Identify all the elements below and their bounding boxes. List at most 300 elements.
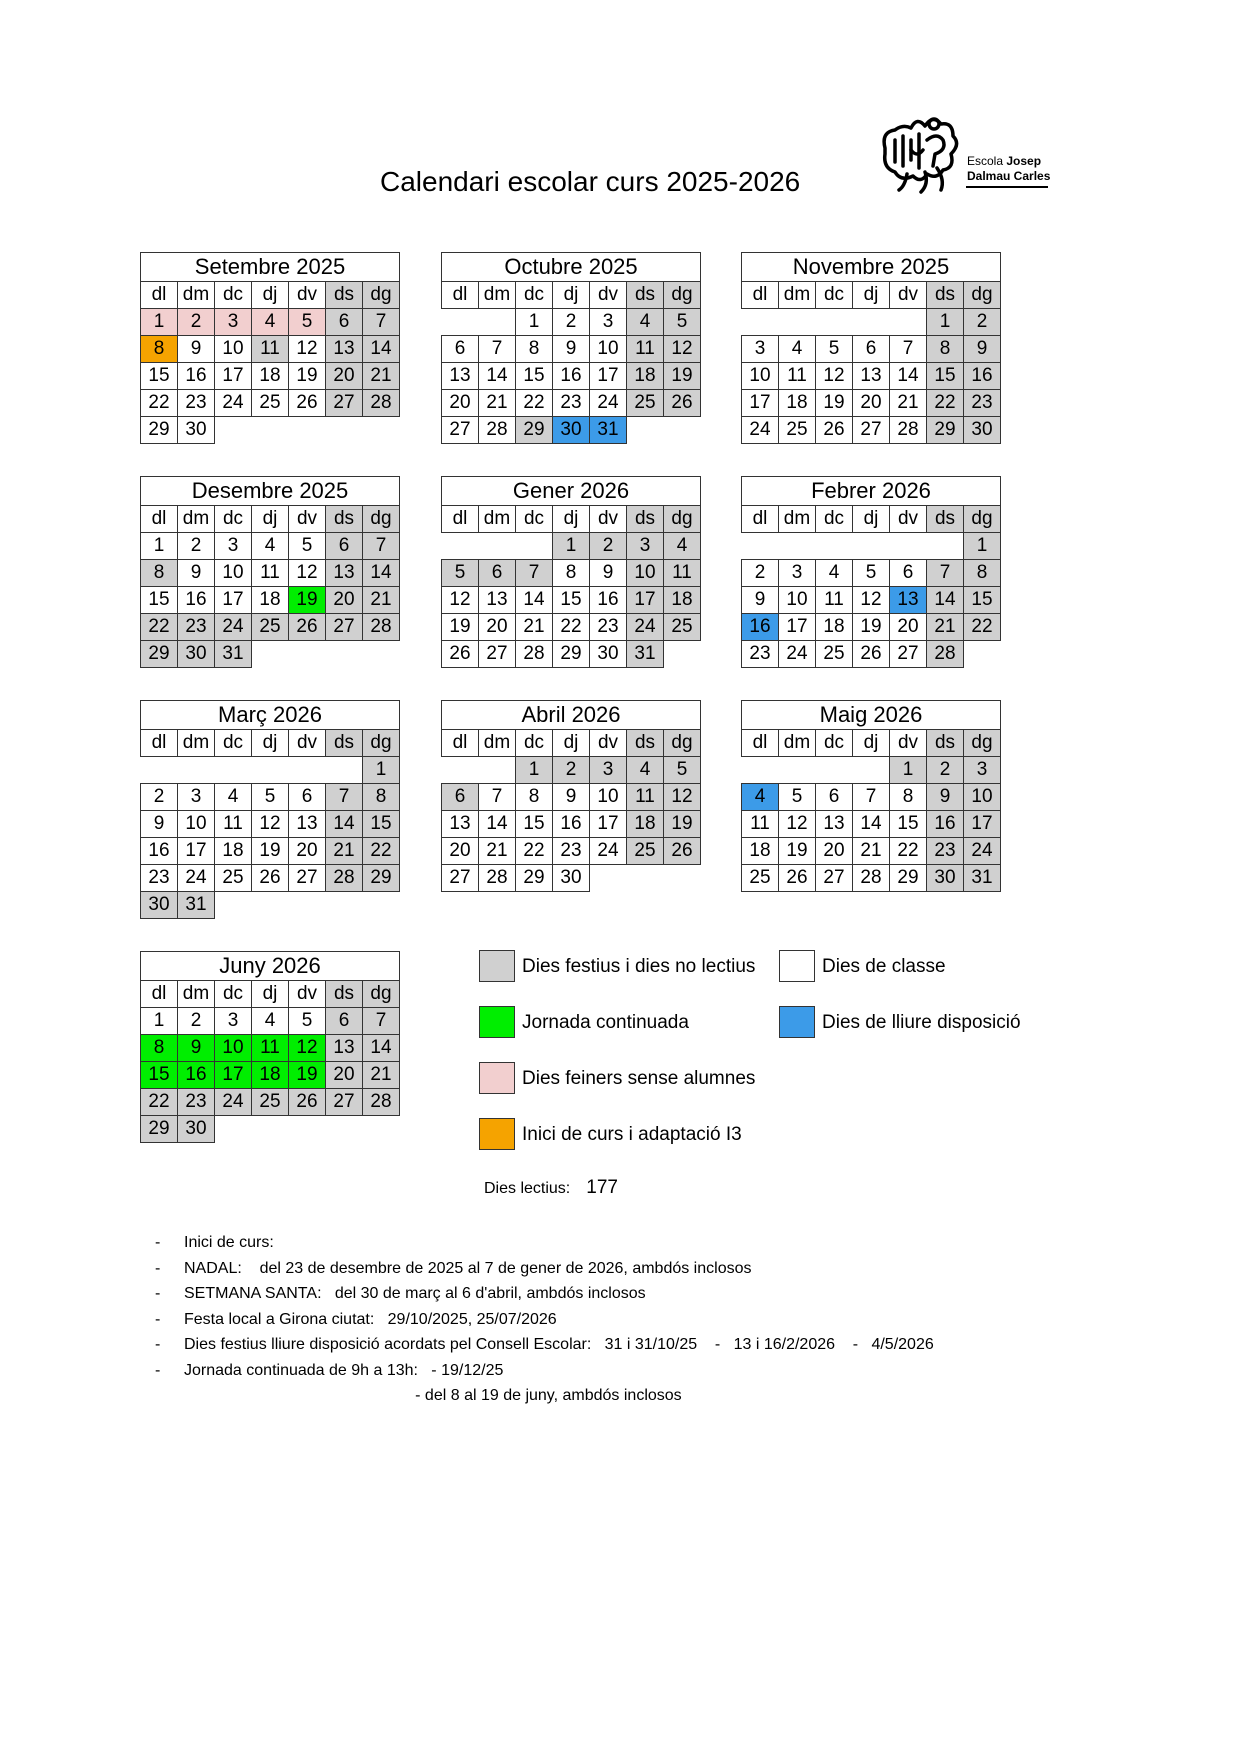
day-cell: 13	[816, 811, 853, 838]
weekday-header: dc	[215, 730, 252, 757]
day-cell: 8	[516, 784, 553, 811]
day-cell: 23	[178, 614, 215, 641]
day-cell: 13	[890, 587, 927, 614]
week-row	[442, 363, 701, 390]
day-cell: 1	[890, 757, 927, 784]
day-cell: 29	[141, 1116, 178, 1143]
day-cell: 6	[442, 784, 479, 811]
empty-cell	[890, 309, 927, 336]
legend-swatch	[479, 1118, 515, 1150]
day-cell: 25	[215, 865, 252, 892]
day-cell: 3	[590, 309, 627, 336]
weekday-header: dj	[252, 282, 289, 309]
empty-cell	[664, 417, 701, 444]
legend-swatch	[779, 950, 815, 982]
day-cell: 3	[964, 757, 1001, 784]
day-cell: 16	[178, 363, 215, 390]
day-cell: 9	[178, 560, 215, 587]
legend-label: Dies feiners sense alumnes	[522, 1068, 756, 1089]
day-cell: 14	[479, 363, 516, 390]
day-cell: 22	[927, 390, 964, 417]
day-cell: 3	[627, 533, 664, 560]
day-cell: 29	[516, 865, 553, 892]
day-cell: 4	[252, 309, 289, 336]
day-cell: 1	[141, 309, 178, 336]
dies-lectius-value: 177	[586, 1177, 618, 1198]
legend-swatch	[479, 1062, 515, 1094]
week-row	[742, 784, 1001, 811]
day-cell: 10	[964, 784, 1001, 811]
week-row	[742, 587, 1001, 614]
day-cell: 9	[178, 336, 215, 363]
day-cell: 17	[779, 614, 816, 641]
day-cell: 2	[590, 533, 627, 560]
day-cell: 8	[363, 784, 400, 811]
weekday-header: dl	[742, 506, 779, 533]
empty-cell	[141, 757, 178, 784]
weekday-header: dv	[289, 730, 326, 757]
day-cell: 19	[289, 1062, 326, 1089]
day-cell: 30	[964, 417, 1001, 444]
day-cell: 8	[141, 560, 178, 587]
day-cell: 16	[927, 811, 964, 838]
day-cell: 25	[627, 390, 664, 417]
day-cell: 5	[289, 1008, 326, 1035]
day-cell: 19	[664, 363, 701, 390]
week-row	[742, 614, 1001, 641]
day-cell: 17	[964, 811, 1001, 838]
day-cell: 20	[816, 838, 853, 865]
day-cell: 30	[178, 641, 215, 668]
week-row	[742, 390, 1001, 417]
week-row	[141, 1035, 400, 1062]
weekday-header: dj	[853, 506, 890, 533]
day-cell: 9	[178, 1035, 215, 1062]
weekday-header: dg	[964, 282, 1001, 309]
day-cell: 23	[141, 865, 178, 892]
weekday-header: ds	[326, 981, 363, 1008]
weekday-header: dl	[442, 506, 479, 533]
day-cell: 12	[252, 811, 289, 838]
note-dash: -	[155, 1361, 161, 1379]
weekday-header: dm	[479, 506, 516, 533]
day-cell: 7	[479, 784, 516, 811]
day-cell: 25	[779, 417, 816, 444]
day-cell: 17	[215, 1062, 252, 1089]
day-cell: 2	[927, 757, 964, 784]
day-cell: 30	[590, 641, 627, 668]
month-calendar	[741, 476, 1001, 668]
empty-cell	[363, 417, 400, 444]
day-cell: 4	[742, 784, 779, 811]
day-cell: 16	[553, 811, 590, 838]
day-cell: 12	[289, 1035, 326, 1062]
logo-text-dalmau-carles: Dalmau Carles	[967, 169, 1051, 183]
week-row	[141, 1062, 400, 1089]
week-row	[442, 865, 701, 892]
day-cell: 27	[442, 417, 479, 444]
empty-cell	[627, 865, 664, 892]
day-cell: 19	[442, 614, 479, 641]
day-cell: 23	[927, 838, 964, 865]
legend-label: Dies de classe	[822, 956, 946, 977]
day-cell: 11	[215, 811, 252, 838]
weekday-header: ds	[627, 282, 664, 309]
day-cell: 3	[590, 757, 627, 784]
month-title: Juny 2026	[141, 952, 400, 981]
day-cell: 6	[326, 309, 363, 336]
weekday-header: dj	[853, 282, 890, 309]
day-cell: 16	[964, 363, 1001, 390]
note-text: SETMANA SANTA: del 30 de març al 6 d'abril, ambdós inclosos	[184, 1285, 646, 1302]
day-cell: 14	[516, 587, 553, 614]
day-cell: 11	[742, 811, 779, 838]
day-cell: 22	[516, 390, 553, 417]
day-cell: 23	[553, 390, 590, 417]
day-cell: 13	[289, 811, 326, 838]
day-cell: 24	[627, 614, 664, 641]
day-cell: 20	[479, 614, 516, 641]
empty-cell	[479, 757, 516, 784]
day-cell: 14	[479, 811, 516, 838]
weekday-header: ds	[627, 730, 664, 757]
day-cell: 17	[590, 363, 627, 390]
day-cell: 7	[479, 336, 516, 363]
empty-cell	[252, 892, 289, 919]
day-cell: 27	[853, 417, 890, 444]
week-row	[442, 309, 701, 336]
empty-cell	[252, 417, 289, 444]
day-cell: 16	[178, 1062, 215, 1089]
day-cell: 6	[479, 560, 516, 587]
weekday-header: dv	[890, 282, 927, 309]
day-cell: 6	[853, 336, 890, 363]
logo-text-josep: Josep	[1006, 154, 1042, 168]
day-cell: 5	[442, 560, 479, 587]
day-cell: 9	[553, 784, 590, 811]
day-cell: 30	[141, 892, 178, 919]
weekday-header: ds	[326, 506, 363, 533]
week-row	[742, 417, 1001, 444]
day-cell: 1	[516, 309, 553, 336]
day-cell: 14	[363, 336, 400, 363]
day-cell: 14	[853, 811, 890, 838]
day-cell: 11	[252, 336, 289, 363]
empty-cell	[927, 533, 964, 560]
day-cell: 20	[442, 390, 479, 417]
weekday-header: dc	[215, 506, 252, 533]
day-cell: 26	[442, 641, 479, 668]
day-cell: 2	[964, 309, 1001, 336]
school-logo-drawing-icon	[877, 110, 967, 200]
day-cell: 21	[479, 390, 516, 417]
month-calendar	[741, 252, 1001, 444]
note-text: Festa local a Girona ciutat: 29/10/2025, 25/07/2026	[184, 1310, 557, 1328]
day-cell: 19	[289, 363, 326, 390]
day-cell: 18	[742, 838, 779, 865]
day-cell: 25	[627, 838, 664, 865]
empty-cell	[178, 757, 215, 784]
day-cell: 3	[215, 533, 252, 560]
day-cell: 7	[890, 336, 927, 363]
empty-cell	[890, 533, 927, 560]
day-cell: 27	[326, 390, 363, 417]
day-cell: 9	[742, 587, 779, 614]
day-cell: 5	[252, 784, 289, 811]
day-cell: 18	[252, 587, 289, 614]
week-row	[742, 533, 1001, 560]
day-cell: 12	[289, 336, 326, 363]
day-cell: 26	[664, 838, 701, 865]
day-cell: 24	[215, 390, 252, 417]
day-cell: 11	[252, 1035, 289, 1062]
day-cell: 4	[627, 757, 664, 784]
day-cell: 5	[289, 533, 326, 560]
day-cell: 28	[326, 865, 363, 892]
day-cell: 7	[363, 309, 400, 336]
day-cell: 26	[252, 865, 289, 892]
day-cell: 25	[664, 614, 701, 641]
weekday-header: dl	[141, 730, 178, 757]
day-cell: 29	[141, 417, 178, 444]
day-cell: 30	[553, 865, 590, 892]
week-row	[141, 838, 400, 865]
day-cell: 28	[853, 865, 890, 892]
empty-cell	[326, 1116, 363, 1143]
month-title: Gener 2026	[442, 477, 701, 506]
week-row	[442, 757, 701, 784]
day-cell: 28	[516, 641, 553, 668]
empty-cell	[590, 865, 627, 892]
day-cell: 5	[664, 757, 701, 784]
day-cell: 20	[442, 838, 479, 865]
month-title: Febrer 2026	[742, 477, 1001, 506]
weekday-header: ds	[927, 282, 964, 309]
week-row	[742, 757, 1001, 784]
empty-cell	[816, 309, 853, 336]
day-cell: 6	[890, 560, 927, 587]
weekday-header: dj	[853, 730, 890, 757]
day-cell: 16	[553, 363, 590, 390]
day-cell: 29	[553, 641, 590, 668]
day-cell: 10	[779, 587, 816, 614]
week-row	[442, 390, 701, 417]
note-dash: -	[155, 1234, 161, 1251]
day-cell: 25	[252, 614, 289, 641]
weekday-header: dj	[252, 981, 289, 1008]
day-cell: 13	[442, 363, 479, 390]
empty-cell	[853, 533, 890, 560]
day-cell: 18	[816, 614, 853, 641]
week-row	[442, 560, 701, 587]
day-cell: 8	[516, 336, 553, 363]
day-cell: 4	[215, 784, 252, 811]
day-cell: 8	[964, 560, 1001, 587]
day-cell: 21	[479, 838, 516, 865]
month-title: Octubre 2025	[442, 253, 701, 282]
empty-cell	[363, 1116, 400, 1143]
day-cell: 22	[516, 838, 553, 865]
day-cell: 13	[853, 363, 890, 390]
day-cell: 14	[363, 560, 400, 587]
day-cell: 17	[742, 390, 779, 417]
day-cell: 3	[779, 560, 816, 587]
day-cell: 27	[890, 641, 927, 668]
weekday-header: dj	[252, 506, 289, 533]
day-cell: 5	[853, 560, 890, 587]
school-logo	[877, 110, 1057, 200]
day-cell: 12	[442, 587, 479, 614]
day-cell: 23	[553, 838, 590, 865]
empty-cell	[816, 533, 853, 560]
day-cell: 27	[326, 614, 363, 641]
day-cell: 18	[779, 390, 816, 417]
day-cell: 1	[141, 533, 178, 560]
day-cell: 6	[289, 784, 326, 811]
empty-cell	[363, 892, 400, 919]
day-cell: 1	[516, 757, 553, 784]
weekday-header: dc	[816, 506, 853, 533]
day-cell: 7	[363, 1008, 400, 1035]
day-cell: 12	[664, 784, 701, 811]
week-row	[442, 641, 701, 668]
weekday-header: dm	[178, 282, 215, 309]
week-row	[141, 336, 400, 363]
week-row	[442, 587, 701, 614]
weekday-header: dl	[442, 730, 479, 757]
weekday-header: dg	[363, 282, 400, 309]
week-row	[141, 417, 400, 444]
day-cell: 22	[141, 614, 178, 641]
day-cell: 9	[964, 336, 1001, 363]
empty-cell	[964, 641, 1001, 668]
note-dash: -	[155, 1336, 161, 1353]
weekday-header: dl	[141, 506, 178, 533]
weekday-header: dg	[363, 730, 400, 757]
day-cell: 13	[442, 811, 479, 838]
day-cell: 2	[178, 1008, 215, 1035]
empty-cell	[289, 1116, 326, 1143]
weekday-header: dg	[664, 730, 701, 757]
weekday-header: ds	[927, 730, 964, 757]
note-text: NADAL: del 23 de desembre de 2025 al 7 de gener de 2026, ambdós inclosos	[184, 1259, 752, 1277]
empty-cell	[742, 533, 779, 560]
day-cell: 2	[178, 533, 215, 560]
empty-cell	[853, 309, 890, 336]
empty-cell	[215, 757, 252, 784]
day-cell: 7	[363, 533, 400, 560]
day-cell: 18	[252, 363, 289, 390]
day-cell: 22	[964, 614, 1001, 641]
day-cell: 10	[215, 1035, 252, 1062]
day-cell: 14	[363, 1035, 400, 1062]
week-row	[141, 784, 400, 811]
empty-cell	[215, 892, 252, 919]
day-cell: 7	[516, 560, 553, 587]
day-cell: 25	[252, 390, 289, 417]
day-cell: 27	[326, 1089, 363, 1116]
empty-cell	[779, 757, 816, 784]
week-row	[141, 533, 400, 560]
week-row	[141, 560, 400, 587]
day-cell: 30	[178, 1116, 215, 1143]
empty-cell	[664, 641, 701, 668]
week-row	[442, 336, 701, 363]
day-cell: 14	[927, 587, 964, 614]
weekday-header: dv	[590, 506, 627, 533]
month-title: Setembre 2025	[141, 253, 400, 282]
day-cell: 12	[779, 811, 816, 838]
day-cell: 18	[215, 838, 252, 865]
week-row	[742, 865, 1001, 892]
day-cell: 19	[289, 587, 326, 614]
day-cell: 9	[927, 784, 964, 811]
day-cell: 24	[178, 865, 215, 892]
legend-label: Dies de lliure disposició	[822, 1012, 1021, 1033]
empty-cell	[442, 533, 479, 560]
empty-cell	[289, 757, 326, 784]
legend-label: Jornada continuada	[522, 1012, 689, 1033]
day-cell: 4	[252, 533, 289, 560]
day-cell: 2	[178, 309, 215, 336]
day-cell: 21	[853, 838, 890, 865]
empty-cell	[779, 533, 816, 560]
month-calendar	[441, 700, 701, 892]
day-cell: 13	[479, 587, 516, 614]
month-calendar	[140, 252, 400, 444]
day-cell: 13	[326, 1035, 363, 1062]
day-cell: 31	[627, 641, 664, 668]
day-cell: 3	[215, 1008, 252, 1035]
day-cell: 17	[627, 587, 664, 614]
day-cell: 4	[664, 533, 701, 560]
month-title: Novembre 2025	[742, 253, 1001, 282]
day-cell: 24	[964, 838, 1001, 865]
day-cell: 16	[742, 614, 779, 641]
day-cell: 13	[326, 336, 363, 363]
day-cell: 15	[890, 811, 927, 838]
week-row	[141, 363, 400, 390]
empty-cell	[363, 641, 400, 668]
day-cell: 25	[816, 641, 853, 668]
day-cell: 29	[927, 417, 964, 444]
day-cell: 30	[553, 417, 590, 444]
legend-swatch	[479, 950, 515, 982]
weekday-header: dc	[215, 981, 252, 1008]
day-cell: 1	[363, 757, 400, 784]
legend-swatch	[779, 1006, 815, 1038]
day-cell: 9	[590, 560, 627, 587]
empty-cell	[252, 1116, 289, 1143]
day-cell: 15	[363, 811, 400, 838]
day-cell: 16	[590, 587, 627, 614]
empty-cell	[664, 865, 701, 892]
weekday-header: dm	[178, 981, 215, 1008]
day-cell: 8	[890, 784, 927, 811]
day-cell: 10	[627, 560, 664, 587]
empty-cell	[742, 757, 779, 784]
day-cell: 20	[326, 1062, 363, 1089]
day-cell: 21	[326, 838, 363, 865]
day-cell: 23	[590, 614, 627, 641]
week-row	[141, 1116, 400, 1143]
weekday-header: dg	[664, 282, 701, 309]
day-cell: 15	[516, 811, 553, 838]
day-cell: 3	[742, 336, 779, 363]
day-cell: 11	[252, 560, 289, 587]
week-row	[141, 1089, 400, 1116]
day-cell: 17	[215, 587, 252, 614]
